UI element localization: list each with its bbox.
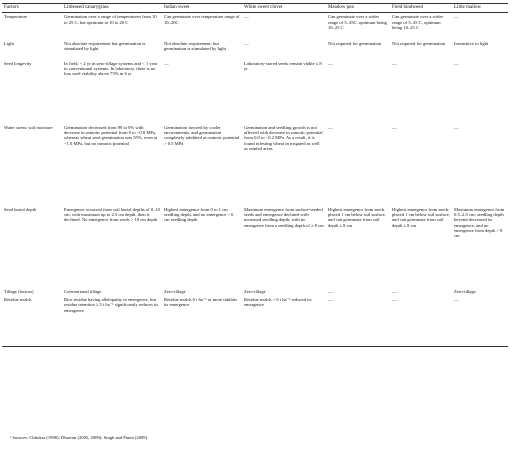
table-cell: — xyxy=(392,124,397,130)
table-cell: — xyxy=(454,124,459,130)
header-cell: Meadow pea xyxy=(326,4,390,13)
table-cell: Light xyxy=(4,40,14,46)
header-cell: Factors xyxy=(2,4,62,13)
table-cell: — xyxy=(328,124,333,130)
table-cell: — xyxy=(392,60,397,66)
table-row xyxy=(2,124,508,206)
table-cell: Insensitive to light xyxy=(454,40,489,46)
table-cell: Germination decreased from 99 to 0% with decrease in osmotic potential from 0 to −0.8 MPa, whereas wheat seed germination was 55%, even at −1.0 MPa, but no osmotic potential xyxy=(64,124,158,146)
table-cell: Not required for germination xyxy=(328,40,382,46)
table-cell: Rice residue having allelopathy in emergence, but residue retention ≥ 5 t ha⁻¹ significantly reduces its emergence xyxy=(62,296,162,346)
table-cell: Maximum emergence from 0.5–2.0 cm; seedling depth beyond decreased its emergence, and no emergence from depth > 8 cm xyxy=(454,206,505,239)
table-row xyxy=(2,296,508,346)
table-row xyxy=(2,60,508,124)
table-cell: — xyxy=(452,296,508,346)
table-cell: Residue mulch xyxy=(2,296,62,346)
table-row xyxy=(2,13,508,40)
table-cell: Can germinate over a wider range of 5–35C, optimum being 10–25 C xyxy=(328,14,387,30)
header-cell: Little mallow xyxy=(452,4,508,13)
table-cell: — xyxy=(390,296,452,346)
table-cell: Can germinate over temperature range of 10–20C xyxy=(164,14,240,25)
table-cell: Highest emergence from 0 to 1 cm seedling depth, and no emergence > 6 cm seedling depth xyxy=(164,206,234,223)
table-cell: Germination over a range of temperatures from 10 to 25 C, but optimum at 10 to 20 C xyxy=(64,14,157,25)
table-cell: Can germinate over a wider range of 5–35 C, optimum being 10–25 C xyxy=(392,14,444,30)
table-header-row xyxy=(2,4,508,13)
table-cell: Conventional tillage xyxy=(64,288,102,294)
table-cell: Tillage (factors) xyxy=(4,288,34,294)
header-cell: Littleseed canarygrass xyxy=(62,4,162,13)
header-cell: Field bindweed xyxy=(390,4,452,13)
table-cell: — xyxy=(244,14,249,20)
table-cell: Highest emergence from seeds placed 1 cm below soil surface, and can germinate from soil depth ≤ 8 cm xyxy=(328,206,386,228)
table-cell: — xyxy=(326,296,390,346)
table-cell: Water stress/ soil moisture xyxy=(4,124,53,130)
table-cell: Not required for germination xyxy=(392,40,446,46)
table-cell: Temperature xyxy=(4,14,28,20)
header-cell: Indian sweet xyxy=(162,4,242,13)
table-cell: Seed burial depth xyxy=(4,206,37,212)
table-cell: — xyxy=(454,60,459,66)
table-cell: — xyxy=(328,60,333,66)
table-cell: Germination favored by cooler environments, and germination completely inhibited at osmotic potential > 0.5 MPa xyxy=(164,124,240,146)
table-row xyxy=(2,288,508,296)
table-cell: Laboratory-stored seeds remain viable ≤ 8 yr xyxy=(244,60,322,72)
table-cell: Zero-tillage xyxy=(454,288,476,294)
table-cell: Zero-tillage xyxy=(164,288,186,294)
table-row xyxy=(2,40,508,60)
table-cell: Maximum emergence from surface-seeded seeds and emergence declined with increased seedling depth, with no emergence from a seedling depth of ≥ 8 cm xyxy=(244,206,324,228)
table-cell: Seed longevity xyxy=(4,60,32,66)
table-cell: — xyxy=(454,14,459,20)
table-cell: — xyxy=(392,288,397,294)
table-cell: In field, < 2 yr in zero-tillage systems and < 1 year in conventional systems. In laboratory, there is no loss seed viability above 75% in 6 yr xyxy=(64,60,158,77)
table-cell: Emergence occurred from soil burial depths of 0–10 cm, with maximum up to 2.5 cm depth, then it declined. No emergence from seeds > 10 cm depth xyxy=(64,206,160,223)
table-cell: — xyxy=(164,60,169,66)
table-cell: — xyxy=(328,288,333,294)
table-cell: Not absolute requirement but germination is stimulated by light xyxy=(64,40,146,52)
weed-factors-table xyxy=(2,3,508,347)
table-cell: Germination and seedling growth is not affected with decrease in osmotic potential from 0.0 to −0.2 MPa. As a result, it is found infesting wheat in irrigated as well as rainfed areas xyxy=(244,124,323,151)
table-row xyxy=(2,206,508,288)
table-cell: Highest emergence from seeds placed 1 cm below soil surface, and can germinate from soil depth ≤ 8 cm xyxy=(392,206,450,228)
table-cell: — xyxy=(244,40,249,46)
table-cell: Residue mulch > 6 t ha⁻¹ reduced its emergence xyxy=(242,296,326,346)
table-footnote: ᵃ Sources: Chhokar (1998); Dhawan (2005, 2009); Singh and Punia (2009). xyxy=(10,435,149,440)
header-cell: White sweet clover xyxy=(242,4,326,13)
table-cell: Residue mulch 6 t ha⁻¹ or more inhibits its emergence xyxy=(162,296,242,346)
table-cell: Not absolute requirement, but germination is stimulated by light xyxy=(164,40,227,52)
table-cell: Zero-tillage xyxy=(244,288,266,294)
